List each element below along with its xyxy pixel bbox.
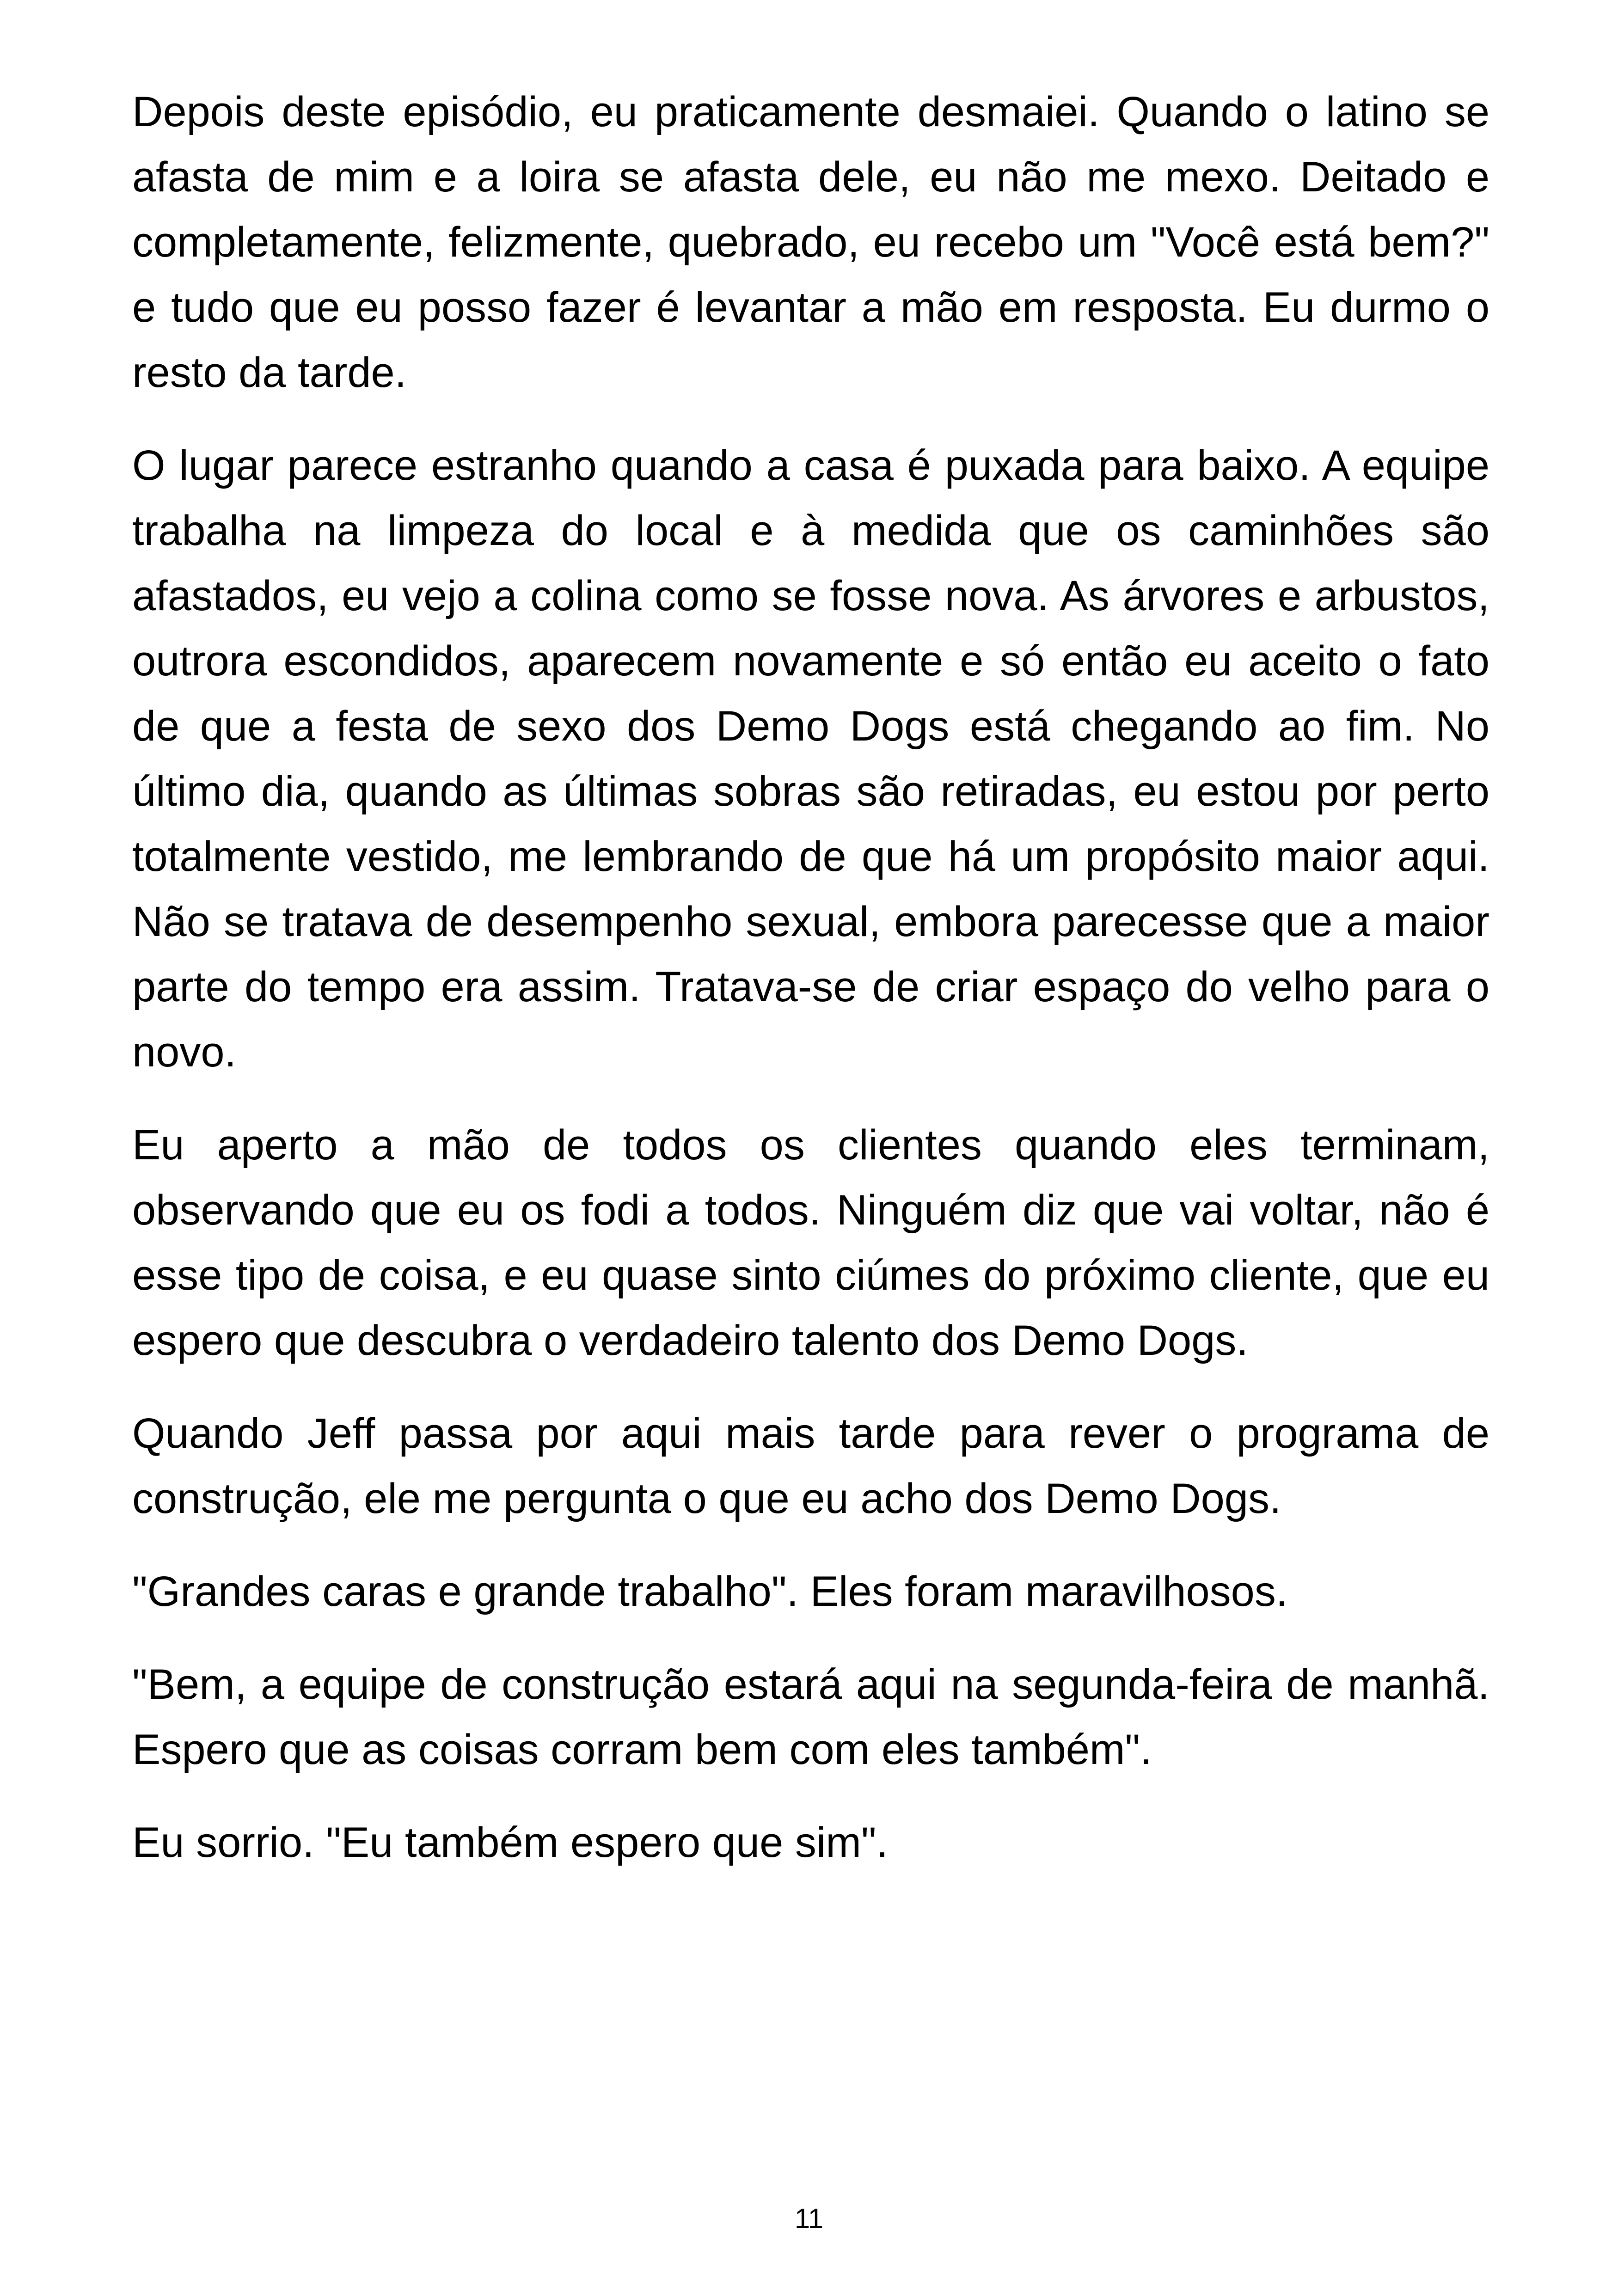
page-number: 11 <box>794 2203 824 2234</box>
paragraph-7: Eu sorrio. "Eu também espero que sim". <box>132 1819 889 1866</box>
paragraph-2: O lugar parece estranho quando a casa é puxada para baixo. A equipe trabalha na limpeza do local e à medida que os caminhões são afastados, eu vejo a colina como se fosse nova. As árvores e arbustos, outrora escondidos, aparecem novamente e só então eu aceito o fato de que a festa de sexo dos Demo Dogs está chegando ao fim. No último dia, quando as últimas sobras são retiradas, eu estou por perto totalmente vestido, me lembrando de que há um propósito maior aqui. Não se tratava de desempenho sexual, embora parecesse que a maior parte do tempo era assim. Tratava-se de criar espaço do velho para o novo. <box>132 442 1489 1076</box>
paragraph-6: "Bem, a equipe de construção estará aqui na segunda-feira de manhã. Espero que as coisas corram bem com eles também". <box>132 1661 1489 1773</box>
paragraph-4: Quando Jeff passa por aqui mais tarde para rever o programa de construção, ele me pergunta o que eu acho dos Demo Dogs. <box>132 1410 1489 1522</box>
text-body <box>132 80 1489 1903</box>
paragraph-3: Eu aperto a mão de todos os clientes quando eles terminam, observando que eu os fodi a todos. Ninguém diz que vai voltar, não é esse tipo de coisa, e eu quase sinto ciúmes do próximo cliente, que eu espero que descubra o verdadeiro talento dos Demo Dogs. <box>132 1121 1489 1364</box>
paragraph-5: "Grandes caras e grande trabalho". Eles foram maravilhosos. <box>132 1568 1288 1615</box>
paragraph-1: Depois deste episódio, eu praticamente desmaiei. Quando o latino se afasta de mim e a loira se afasta dele, eu não me mexo. Deitado e completamente, felizmente, quebrado, eu recebo um "Você está bem?" e tudo que eu posso fazer é levantar a mão em resposta. Eu durmo o resto da tarde. <box>132 88 1489 396</box>
